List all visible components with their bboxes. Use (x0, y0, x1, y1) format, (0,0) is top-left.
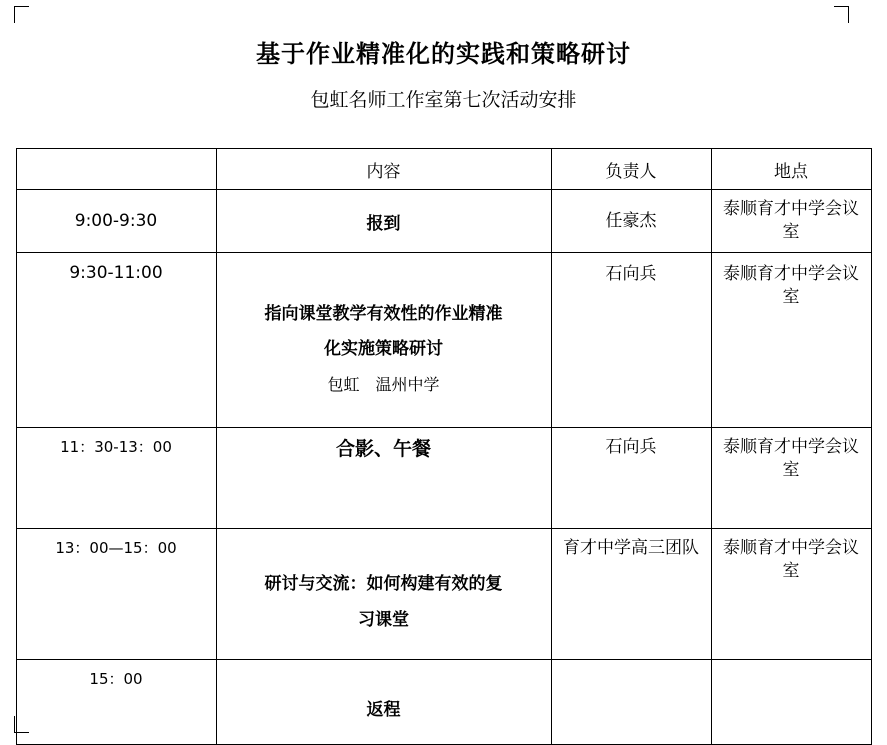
column-header-time (16, 149, 216, 190)
cell-person: 育才中学高三团队 (551, 529, 711, 660)
cell-content (216, 253, 551, 428)
cell-place: 泰顺育才中学会议室 (711, 529, 871, 660)
table-row (16, 529, 871, 660)
cell-content (216, 529, 551, 660)
cell-place: 泰顺育才中学会议室 (711, 253, 871, 428)
cell-person: 石向兵 (551, 428, 711, 529)
cell-time: 9:00-9:30 (16, 190, 216, 253)
table-row (16, 253, 871, 428)
cell-person: 石向兵 (551, 253, 711, 428)
column-header-content: 内容 (216, 149, 551, 190)
cell-content-line-1: 研讨与交流：如何构建有效的复 (264, 574, 503, 595)
cell-place (711, 660, 871, 745)
cell-content: 返程 (216, 660, 551, 745)
table-header-row (16, 149, 871, 190)
cell-content-line-1: 指向课堂教学有效性的作业精准 (264, 303, 503, 324)
page-title: 基于作业精准化的实践和策略研讨 (256, 40, 631, 68)
cell-place: 泰顺育才中学会议室 (711, 428, 871, 529)
cell-time: 13：00—15：00 (16, 529, 216, 660)
cell-time: 9:30-11:00 (16, 253, 216, 428)
cell-time: 15：00 (16, 660, 216, 745)
cell-time: 11：30-13：00 (16, 428, 216, 529)
cell-content-line-2: 习课堂 (358, 610, 409, 630)
cell-content: 合影、午餐 (216, 428, 551, 529)
cell-person (551, 660, 711, 745)
schedule-table (16, 148, 872, 745)
table-row (16, 190, 871, 253)
column-header-person: 负责人 (551, 149, 711, 190)
table-row (16, 660, 871, 745)
cell-place: 泰顺育才中学会议室 (711, 190, 871, 253)
cell-content-line-2: 化实施策略研讨 (324, 339, 443, 360)
cell-person: 任豪杰 (551, 190, 711, 253)
page-subtitle: 包虹名师工作室第七次活动安排 (310, 89, 577, 111)
cell-content-line-3: 包虹 温州中学 (327, 374, 440, 394)
table-row (16, 428, 871, 529)
cell-content: 报到 (216, 190, 551, 253)
column-header-place: 地点 (711, 149, 871, 190)
